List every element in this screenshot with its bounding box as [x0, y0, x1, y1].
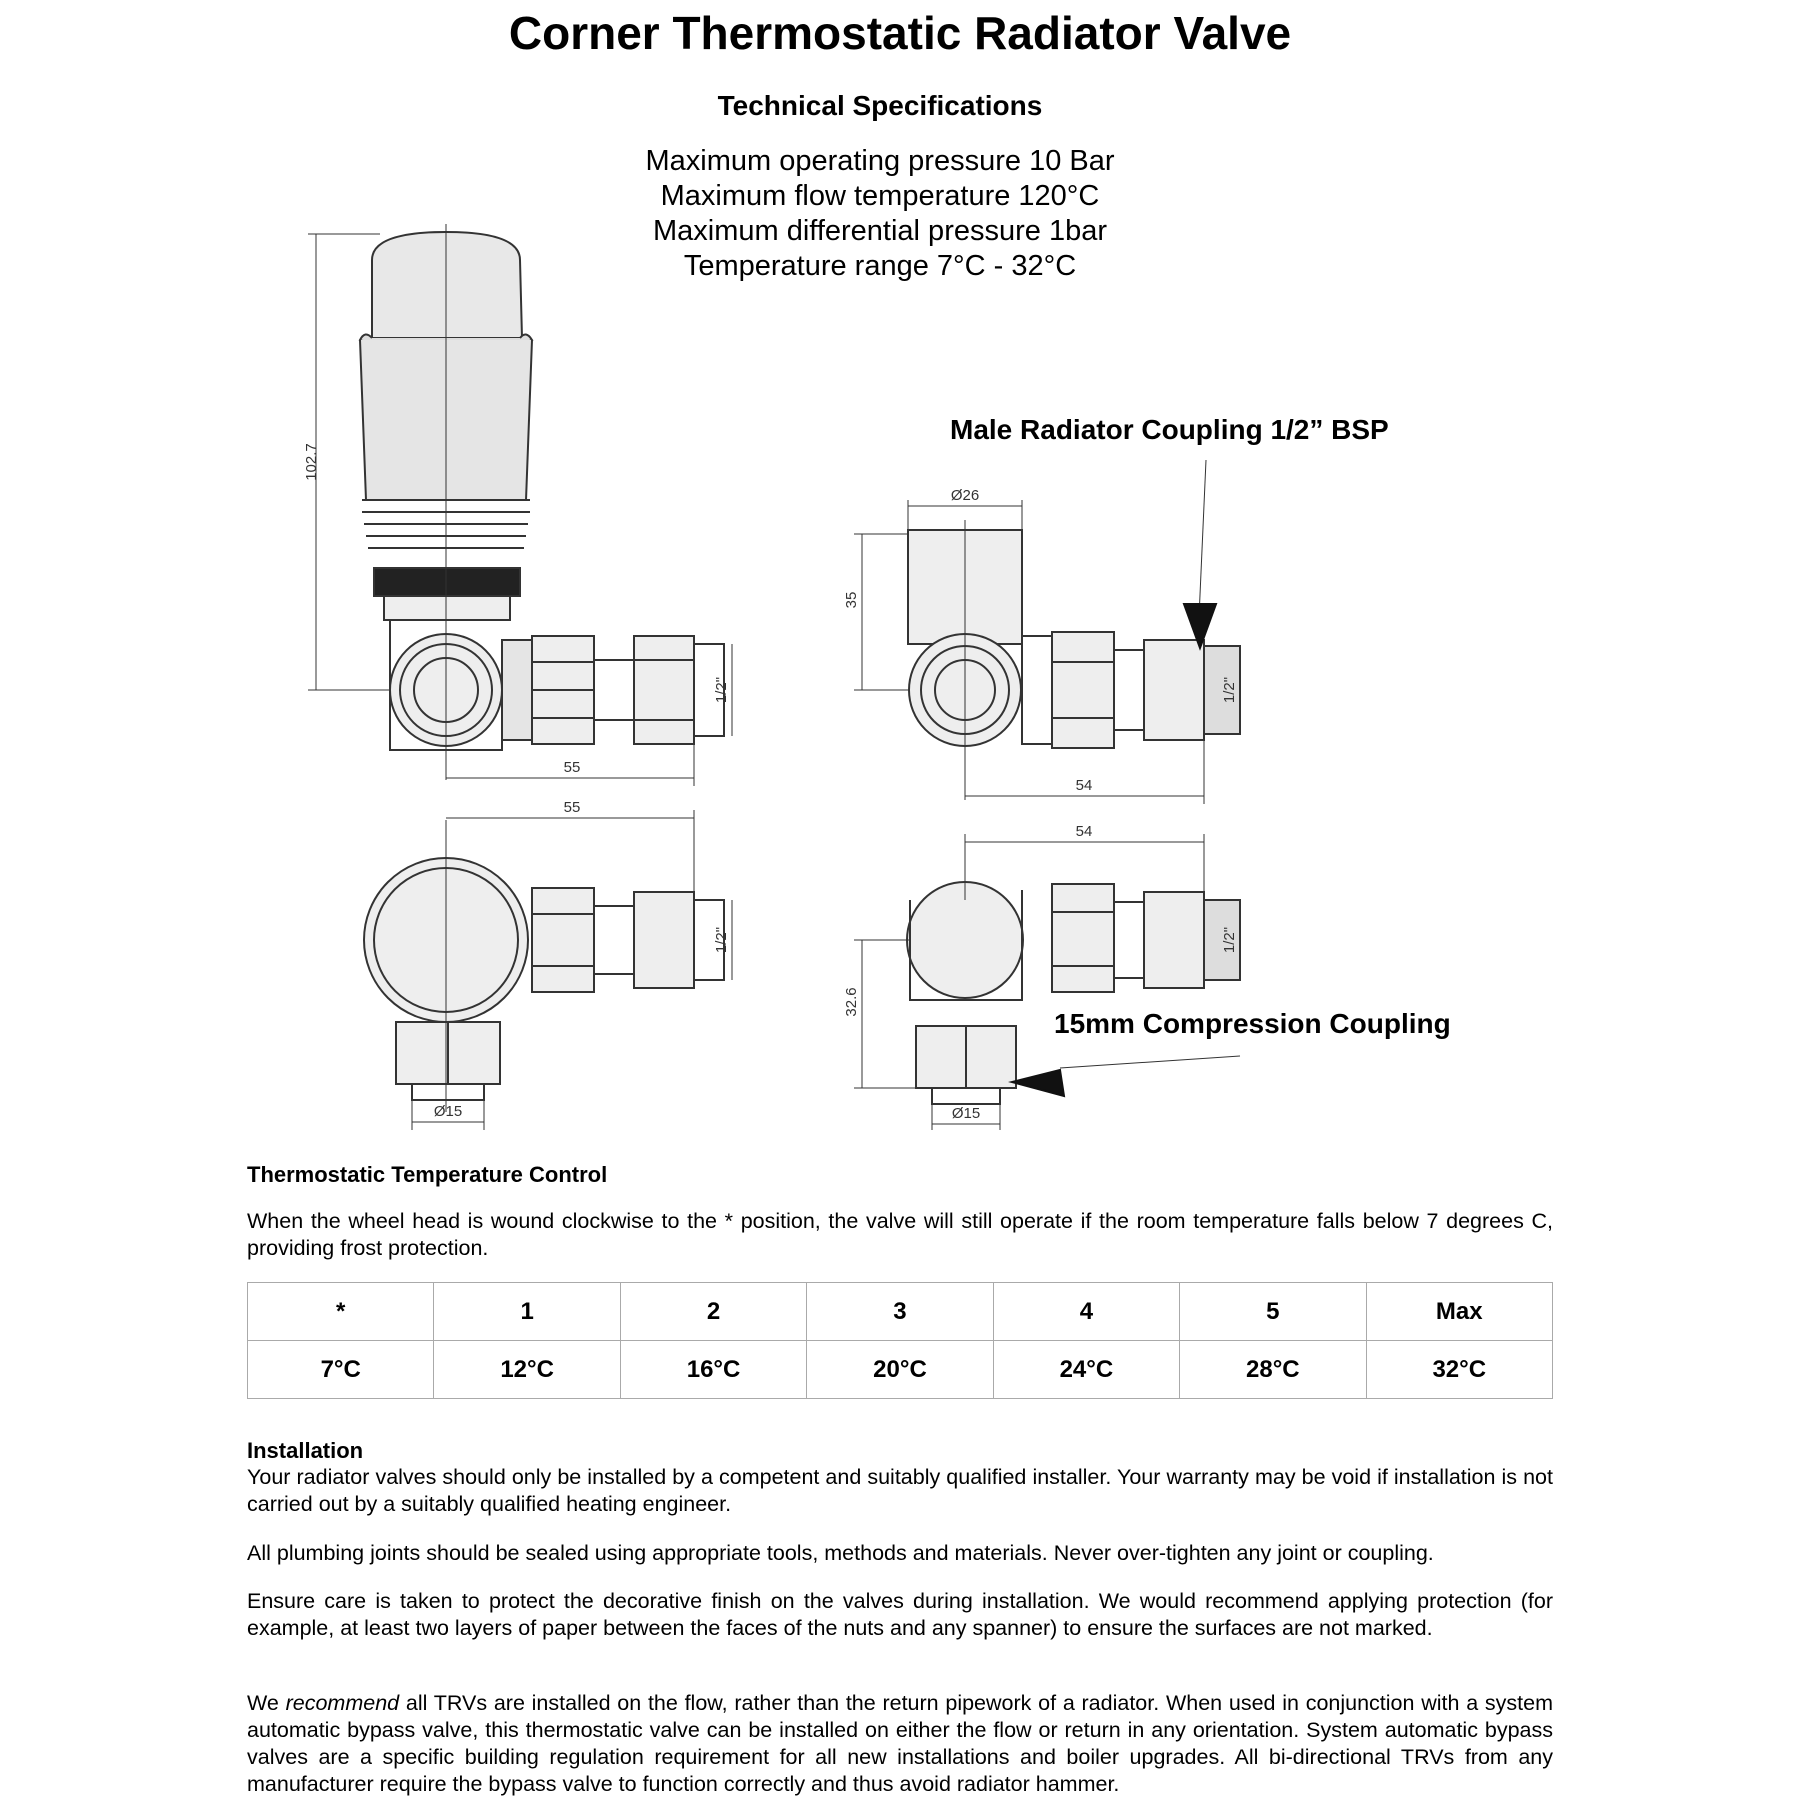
installation-paragraph — [247, 1690, 1553, 1798]
table-row — [248, 1283, 1553, 1341]
emphasis-text: recommend — [285, 1691, 400, 1715]
table-cell: 1 — [434, 1283, 620, 1341]
dim-width-label: 54 — [1075, 777, 1093, 794]
valve-front-view — [303, 224, 732, 786]
dim-height-label: 32.6 — [843, 987, 860, 1017]
installation-paragraph: Ensure care is taken to protect the decorative finish on the valves during installation. We would recommend applying protection (for example, at least two layers of paper between the faces of the nuts and any spanner) to ensure the surfaces are not marked. — [247, 1589, 1553, 1640]
table-cell: 3 — [807, 1283, 993, 1341]
table-cell: 2 — [620, 1283, 806, 1341]
valve-side-view — [843, 460, 1240, 804]
dim-diameter-label: Ø26 — [950, 487, 980, 504]
thermostatic-text: When the wheel head is wound clockwise to the * position, the valve will still operate if the room temperature falls below 7 degrees C, providing frost protection. — [247, 1209, 1553, 1260]
dim-thread-label: 1/2" — [1221, 676, 1238, 704]
dim-thread-label: 1/2" — [1221, 926, 1238, 954]
table-cell: 24°C — [993, 1341, 1179, 1399]
table-cell: * — [248, 1283, 434, 1341]
installation-heading: Installation — [247, 1438, 364, 1463]
dim-diameter-label: Ø15 — [433, 1103, 463, 1120]
spec-line: Maximum differential pressure 1bar — [653, 215, 1107, 247]
dim-width-label: 55 — [563, 759, 581, 776]
paragraph-text: all TRVs are installed on the flow, rather than the return pipework of a radiator. When used in conjunction with a system automatic bypass valve, this thermostatic valve can be installed on either the flow or return in any orientation. System automatic bypass valves are a specific building regulation requirement for all new installations and boiler upgrades. All bi-directional TRVs from any manufacturer require the bypass valve to function correctly and thus avoid radiator hammer. — [247, 1691, 1553, 1796]
table-cell: 7°C — [248, 1341, 434, 1399]
dim-height-label: 102.7 — [303, 443, 320, 481]
table-cell: 16°C — [620, 1341, 806, 1399]
installation-paragraph: All plumbing joints should be sealed using appropriate tools, methods and materials. Never over-tighten any joint or coupling. — [247, 1541, 1434, 1565]
table-cell: 5 — [1180, 1283, 1366, 1341]
male-coupling-callout: Male Radiator Coupling 1/2” BSP — [950, 414, 1389, 445]
installation-paragraph: Your radiator valves should only be installed by a competent and suitably qualified installer. Your warranty may be void if installation is not carried out by a suitably qualified heating engineer. — [247, 1465, 1553, 1516]
table-cell: 32°C — [1366, 1341, 1552, 1399]
thermostatic-heading: Thermostatic Temperature Control — [247, 1162, 608, 1187]
table-row — [248, 1341, 1553, 1399]
dim-thread-label: 1/2" — [713, 926, 730, 954]
compression-coupling-callout: 15mm Compression Coupling — [1054, 1008, 1451, 1039]
valve-top-view — [364, 799, 732, 1130]
spec-line: Maximum operating pressure 10 Bar — [645, 145, 1115, 177]
dim-thread-label: 1/2" — [713, 676, 730, 704]
spec-line: Temperature range 7°C - 32°C — [683, 250, 1077, 282]
dim-height-label: 35 — [843, 591, 860, 609]
table-cell: 12°C — [434, 1341, 620, 1399]
paragraph-text: We — [247, 1691, 286, 1715]
temperature-table — [247, 1282, 1553, 1399]
valve-top-side-view — [843, 823, 1240, 1130]
dim-width-label: 55 — [563, 799, 581, 816]
table-cell: Max — [1366, 1283, 1552, 1341]
table-cell: 4 — [993, 1283, 1179, 1341]
dim-width-label: 54 — [1075, 823, 1093, 840]
specs-heading: Technical Specifications — [717, 90, 1043, 121]
table-cell: 20°C — [807, 1341, 993, 1399]
page-title: Corner Thermostatic Radiator Valve — [508, 7, 1292, 59]
dim-diameter-label: Ø15 — [951, 1105, 981, 1122]
spec-line: Maximum flow temperature 120°C — [660, 180, 1100, 212]
table-cell: 28°C — [1180, 1341, 1366, 1399]
